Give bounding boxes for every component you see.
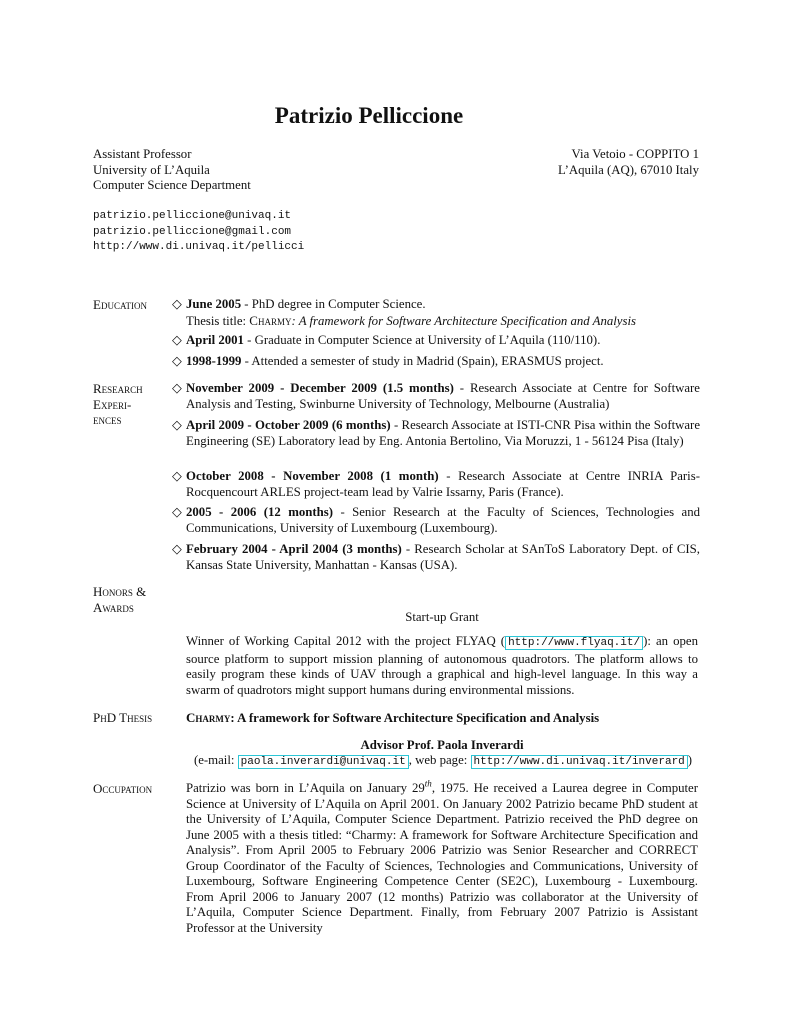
diamond-bullet-icon: ◇ xyxy=(172,469,182,483)
diamond-bullet-icon: ◇ xyxy=(172,418,182,432)
section-label-phd: PhD Thesis xyxy=(93,710,153,725)
education-item xyxy=(172,333,700,349)
homepage-link[interactable]: http://www.di.univaq.it/pellicci xyxy=(93,241,305,253)
award-description: Winner of Working Capital 2012 with the project FLYAQ ( http://www.flyaq.it/ ): an open source platform to support mission planning of autonomous quadrotors. The platform allows to easily program these kinds of UAV through a graphical and high-level language. In this way a swarm of quadrotors might support humans during environmental missions. xyxy=(186,634,699,697)
diamond-bullet-icon: ◇ xyxy=(172,354,182,368)
email-link-primary[interactable]: patrizio.pelliccione@univaq.it xyxy=(93,210,292,222)
education-item xyxy=(172,354,700,370)
affiliation-block xyxy=(93,147,251,194)
section-label-honors: Honors & Awards xyxy=(93,584,147,615)
diamond-bullet-icon: ◇ xyxy=(172,297,182,311)
contact-block xyxy=(93,209,304,256)
research-item-text: November 2009 - December 2009 (1.5 months) - Research Associate at Centre for Software Analysis and Testing, Swinburne University of Technology, Melbourne (Australia) xyxy=(186,381,700,411)
advisor-email-link[interactable]: paola.inverardi@univaq.it xyxy=(238,755,409,769)
research-item-text: February 2004 - April 2004 (3 months) - Research Scholar at SAnToS Laboratory Dept. of CIS, Kansas State University, Manhattan - Kansas (USA). xyxy=(186,542,700,572)
section-label-research: Research Experi- ences xyxy=(93,381,143,427)
education-item-text: June 2005 - PhD degree in Computer Science. Thesis title: Charmy: A framework for Software Architecture Specification and Analysis xyxy=(186,297,637,328)
research-item-text: 2005 - 2006 (12 months) - Senior Research at the Faculty of Sciences, Technologies and Communications, University of Luxembourg (Luxembourg). xyxy=(186,505,701,535)
advisor-web-link[interactable]: http://www.di.univaq.it/inverard xyxy=(471,755,688,769)
section-label-occupation: Occupation xyxy=(93,781,153,796)
diamond-bullet-icon: ◇ xyxy=(172,333,182,347)
flyaq-link[interactable]: http://www.flyaq.it/ xyxy=(505,636,643,650)
phd-advisor: Advisor Prof. Paola Inverardi xyxy=(360,738,524,752)
address-block xyxy=(558,147,699,178)
education-item xyxy=(172,297,700,329)
award-title: Start-up Grant xyxy=(405,610,479,624)
education-item-text: April 2001 - Graduate in Computer Science at University of L’Aquila (110/110). xyxy=(186,333,601,347)
education-item-text: 1998-1999 - Attended a semester of study in Madrid (Spain), ERASMUS project. xyxy=(186,354,604,368)
occupation-text: Patrizio was born in L’Aquila on January 29th, 1975. He received a Laurea degree in Computer Science at University of L’Aquila on April 2001. On January 2002 Patrizio became PhD student at the University of L’Aquila, Computer Science Department. Patrizio received the PhD degree on June 2005 with a thesis titled: “Charmy: A framework for Software Architecture Specification and Analysis”. From April 2005 to February 2006 Patrizio was Senior Researcher and CORRECT Group Coordinator of the Faculty of Sciences, Technologies and Communications, University of Luxembourg, Software Engineering Competence Center (SE2C), Luxembourg - Luxembourg. From April 2006 to January 2007 (12 months) Patrizio was collaborator at the University of L’Aquila, Computer Science Department. Finally, from February 2007 Patrizio is Assistant Professor at the University xyxy=(186,778,698,935)
university-line: University of L’Aquila xyxy=(93,162,210,177)
diamond-bullet-icon: ◇ xyxy=(172,505,182,519)
diamond-bullet-icon: ◇ xyxy=(172,542,182,556)
email-link-secondary[interactable]: patrizio.pelliccione@gmail.com xyxy=(93,225,292,238)
research-item-text: October 2008 - November 2008 (1 month) - Research Associate at Centre INRIA Paris-Rocquencourt ARLES project-team lead by Valrie Issarny, Paris (France). xyxy=(186,469,700,499)
department-line: Computer Science Department xyxy=(93,178,251,192)
research-item-text: April 2009 - October 2009 (6 months) - Research Associate at ISTI-CNR Pisa within the Software Engineering (SE) Laboratory lead by Eng. Antonia Bertolino, Via Moruzzi, 1 - 56124 Pisa (Italy) xyxy=(186,418,700,448)
city-line: L’Aquila (AQ), 67010 Italy xyxy=(558,162,699,177)
phd-thesis-title: Charmy: A framework for Software Architecture Specification and Analysis xyxy=(186,710,600,725)
diamond-bullet-icon: ◇ xyxy=(172,381,182,395)
page-title: Patrizio Pelliccione xyxy=(274,103,464,128)
section-label-education: Education xyxy=(93,297,147,312)
street-line: Via Vetoio - COPPITO 1 xyxy=(571,147,699,161)
position-line: Assistant Professor xyxy=(93,147,192,161)
phd-advisor-contact: (e-mail: paola.inverardi@univaq.it , web page: http://www.di.univaq.it/inverard ) xyxy=(193,753,693,768)
